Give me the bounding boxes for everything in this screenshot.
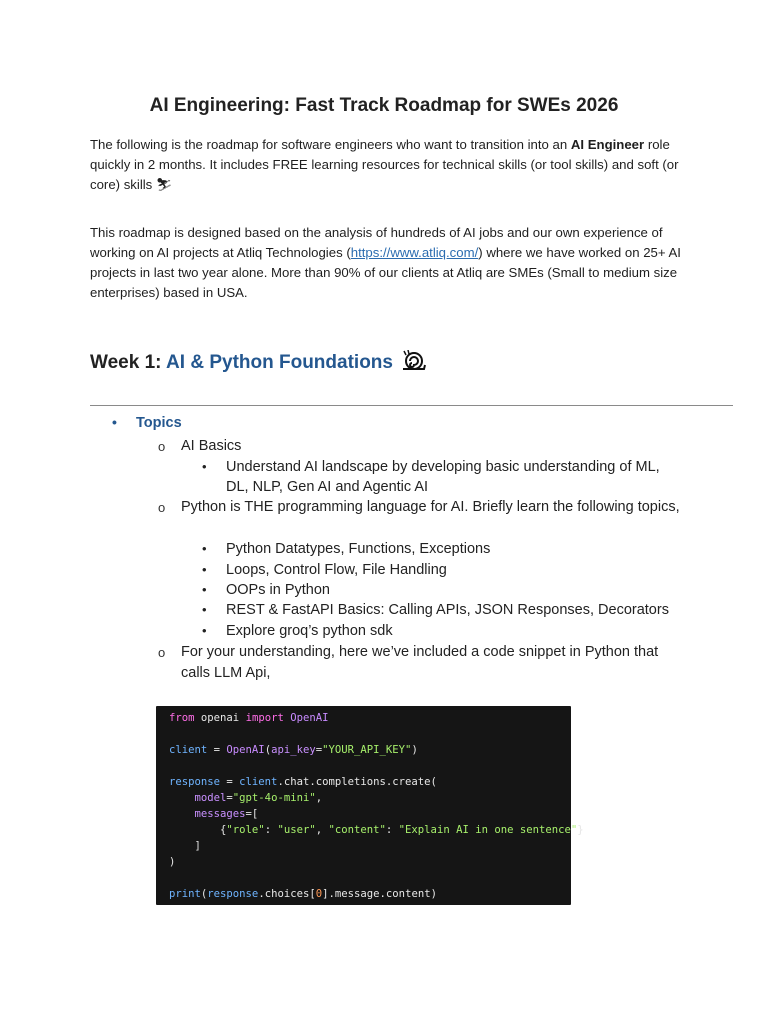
week-heading: Week 1: AI & Python Foundations <box>90 350 426 374</box>
list-item: • Loops, Control Flow, File Handling <box>202 562 447 578</box>
list-item: • REST & FastAPI Basics: Calling APIs, JSON Responses, Decorators <box>202 602 669 618</box>
section-divider <box>90 405 733 406</box>
intro-paragraph: The following is the roadmap for software engineers who want to transition into an AI Engineer role quickly in 2 months. It includes FREE learning resources for technical skills (or tool skills) and soft (or core) skills ⛷ <box>90 135 690 195</box>
atliq-link[interactable]: https://www.atliq.com/ <box>350 245 479 260</box>
circle-bullet: o <box>158 645 166 660</box>
week-name: AI & Python Foundations <box>166 352 393 373</box>
intro-bold-role: AI Engineer <box>570 137 645 152</box>
code-snippet[interactable]: from openai import OpenAI client = OpenAI(api_key="YOUR_API_KEY") response = client.chat.completions.create( model="gpt-4o-mini", messages=[ {"role": "user", "content": "Explain AI in one sentence"} ] ) print(response.choices[0].message.content) <box>156 706 571 905</box>
page-title: AI Engineering: Fast Track Roadmap for SWEs 2026 <box>149 95 619 116</box>
snail-icon <box>402 350 426 372</box>
list-item: • Python Datatypes, Functions, Exceptions <box>202 541 491 557</box>
about-paragraph: This roadmap is designed based on the analysis of hundreds of AI jobs and our own experience of working on AI projects at Atliq Technologies (https://www.atliq.com/) where we have worked on 25+ AI projects in last two year alone. More than 90% of our clients at Atliq are SMEs (Small to medium size enterprises) based in USA. <box>90 225 681 300</box>
topics-heading: • Topics <box>112 414 182 431</box>
list-item: • OOPs in Python <box>202 582 330 598</box>
circle-bullet: o <box>158 439 166 454</box>
list-item: • Explore groq’s python sdk <box>202 623 393 639</box>
list-item: • Understand AI landscape by developing basic understanding of ML, DL, NLP, Gen AI and Agentic AI <box>202 459 660 495</box>
topic-ai-basics: o AI Basics <box>158 436 688 457</box>
circle-bullet: o <box>158 500 166 515</box>
topic-python: o Python is THE programming language for AI. Briefly learn the following topics, <box>158 497 688 518</box>
skier-icon: ⛷ <box>155 177 173 192</box>
topic-snippet-note: o For your understanding, here we’ve included a code snippet in Python that calls LLM Api, <box>158 644 659 681</box>
